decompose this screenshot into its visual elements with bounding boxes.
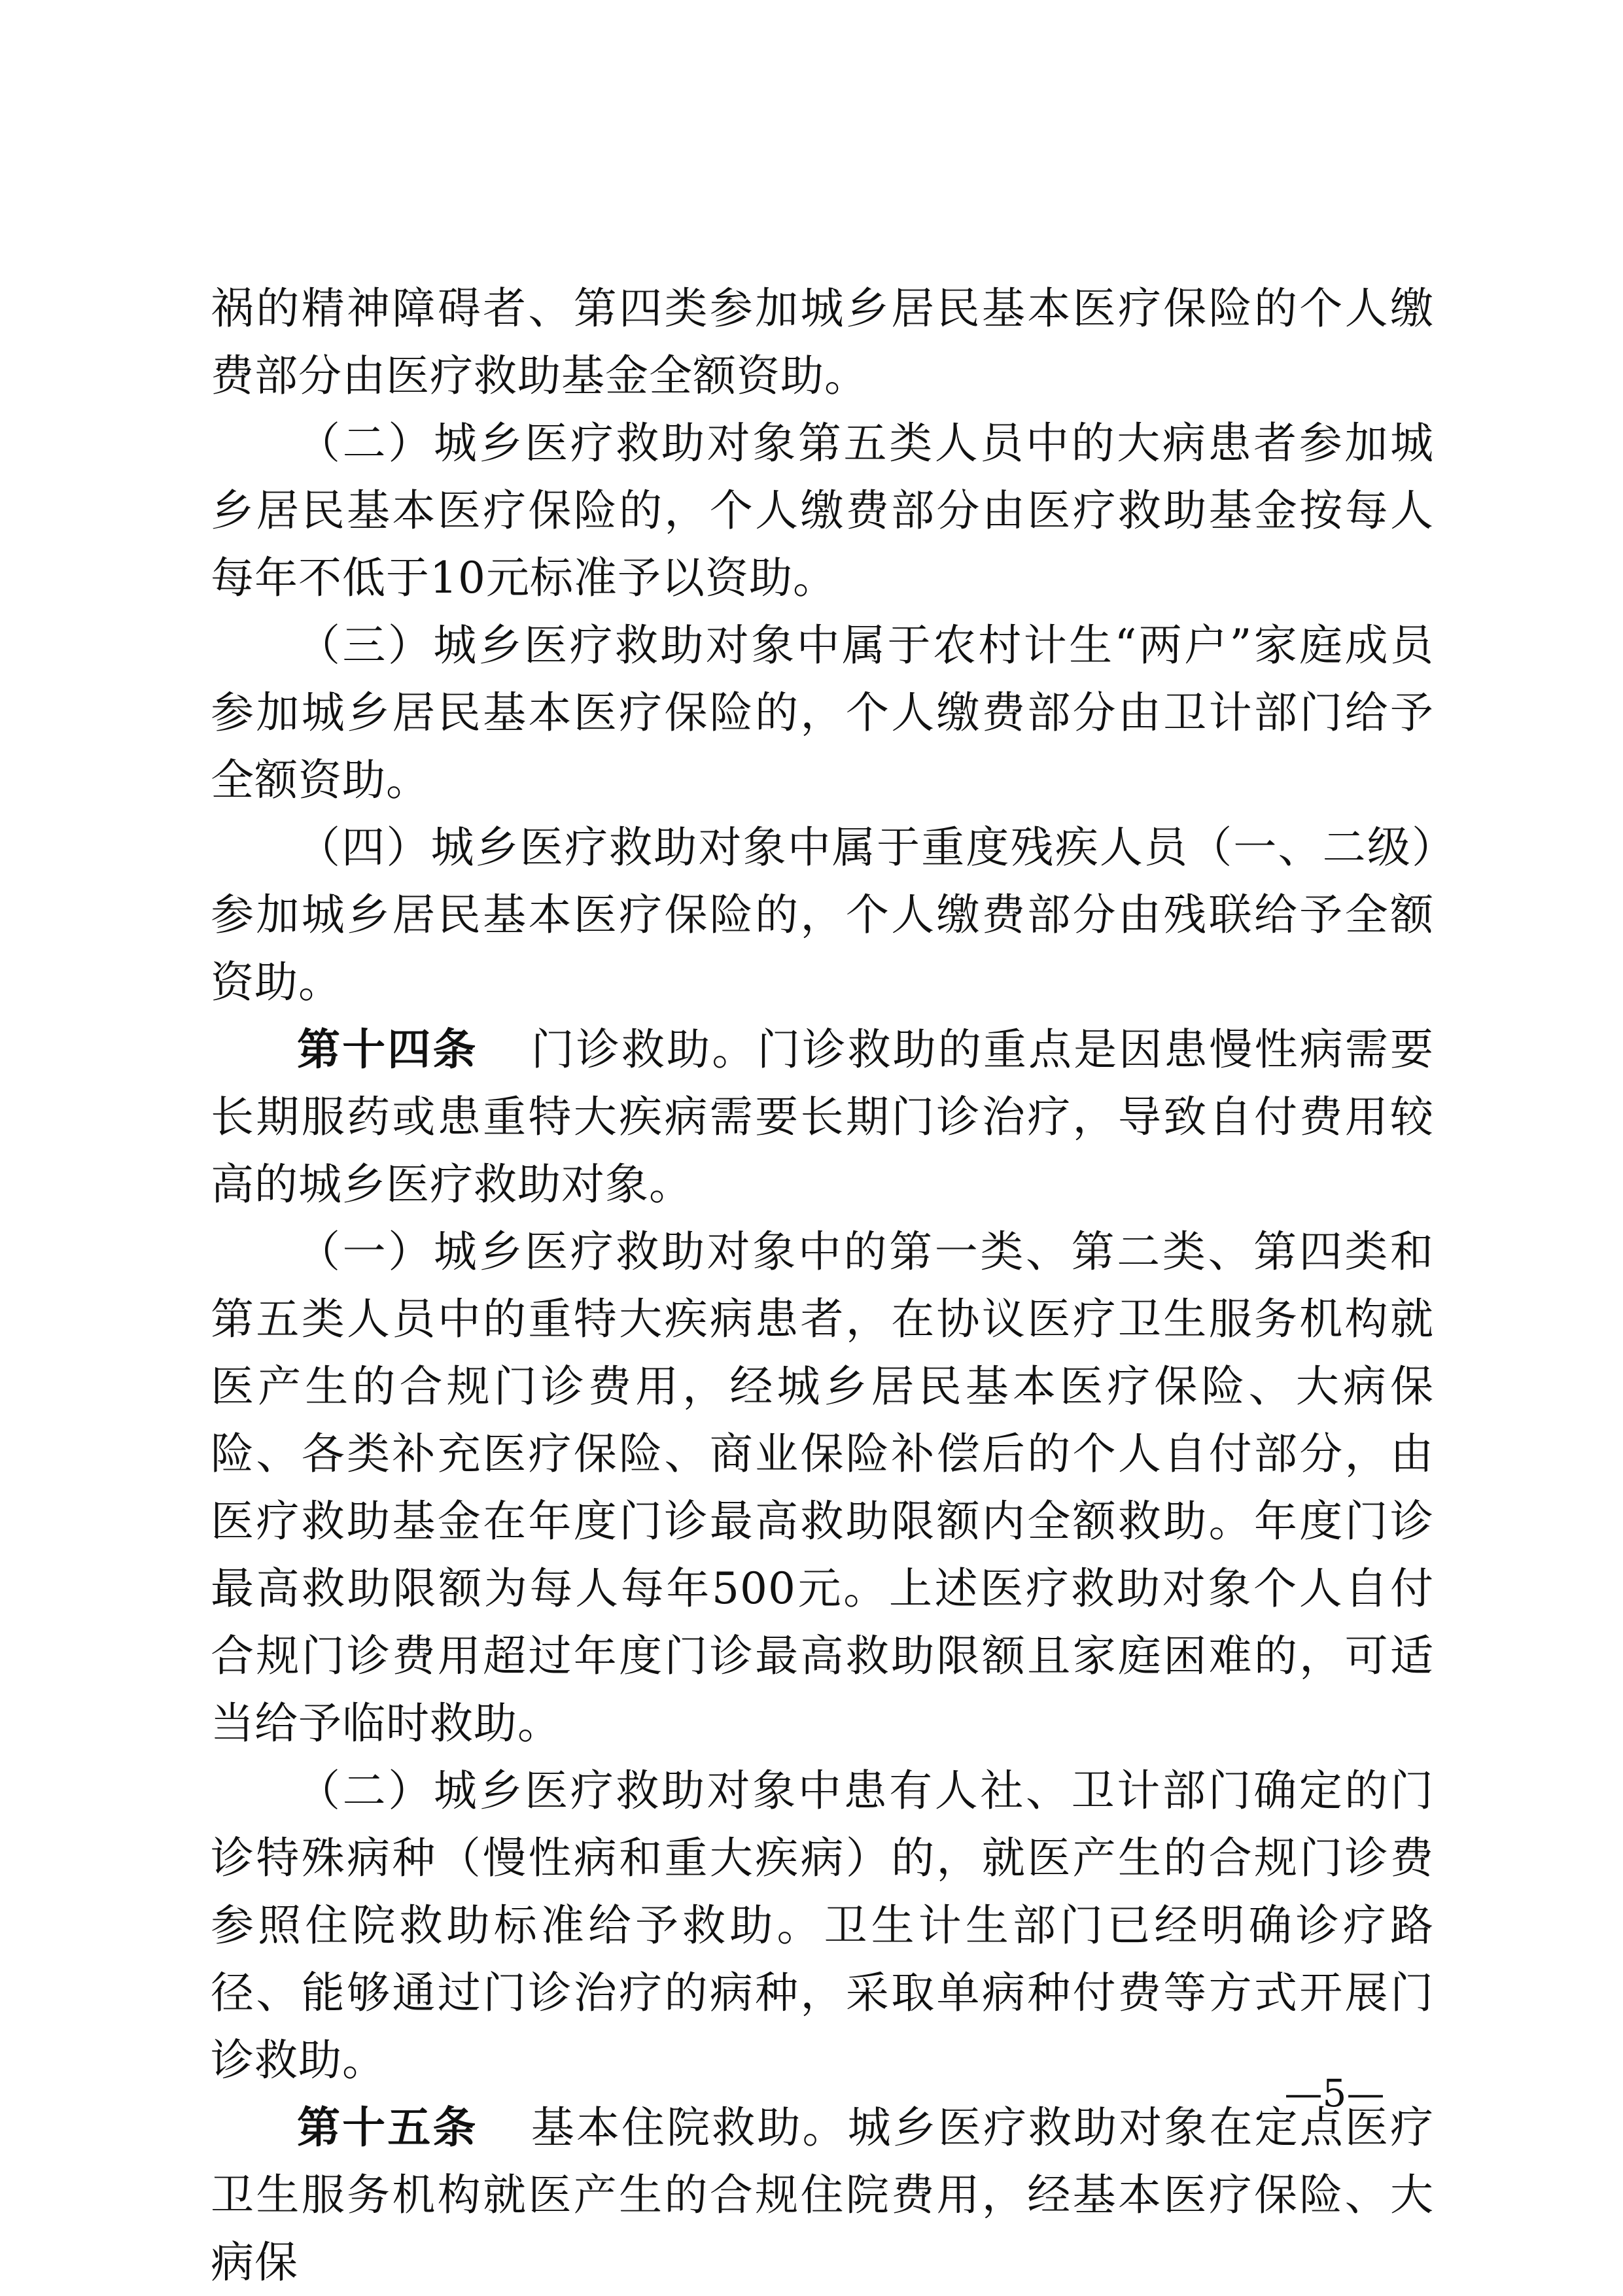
paragraph-text: （四）城乡医疗救助对象中属于重度残疾人员（一、二级）参加城乡居民基本医疗保险的，个人缴费部分由残联给予全额资助。 [211, 822, 1434, 1007]
paragraph-continuation [211, 275, 1434, 409]
paragraph-text: （三）城乡医疗救助对象中属于农村计生“两户”家庭成员参加城乡居民基本医疗保险的，个人缴费部分由卫计部门给予全额资助。 [211, 620, 1434, 805]
paragraph-text: 门诊救助。门诊救助的重点是因患慢性病需要长期服药或患重特大疾病需要长期门诊治疗，导致自付费用较高的城乡医疗救助对象。 [211, 1024, 1434, 1209]
article-14 [211, 1016, 1434, 1218]
paragraph-text: （二）城乡医疗救助对象第五类人员中的大病患者参加城乡居民基本医疗保险的，个人缴费部分由医疗救助基金按每人每年不低于10元标准予以资助。 [211, 418, 1434, 603]
article-15 [211, 2094, 1434, 2296]
paragraph-text: 祸的精神障碍者、第四类参加城乡居民基本医疗保险的个人缴费部分由医疗救助基金全额资助。 [211, 283, 1434, 401]
article-label: 第十四条 [297, 1024, 478, 1075]
paragraph-item-4 [211, 814, 1434, 1016]
paragraph-text: （一）城乡医疗救助对象中的第一类、第二类、第四类和第五类人员中的重特大疾病患者，在协议医疗卫生服务机构就医产生的合规门诊费用，经城乡居民基本医疗保险、大病保险、各类补充医疗保险、商业保险补偿后的个人自付部分，由医疗救助基金在年度门诊最高救助限额内全额救助。年度门诊最高救助限额为每人每年500元。上述医疗救助对象个人自付合规门诊费用超过年度门诊最高救助限额且家庭困难的，可适当给予临时救助。 [211, 1226, 1434, 1748]
article-label: 第十五条 [297, 2102, 478, 2153]
paragraph-item-3 [211, 612, 1434, 814]
paragraph-item-14-1 [211, 1218, 1434, 1757]
page-number: —5— [1284, 2071, 1385, 2115]
paragraph-item-14-2 [211, 1757, 1434, 2094]
paragraph-text: 基本住院救助。城乡医疗救助对象在定点医疗卫生服务机构就医产生的合规住院费用，经基本医疗保险、大病保 [211, 2102, 1434, 2287]
paragraph-item-2 [211, 409, 1434, 612]
paragraph-text: （二）城乡医疗救助对象中患有人社、卫计部门确定的门诊特殊病种（慢性病和重大疾病）的，就医产生的合规门诊费参照住院救助标准给予救助。卫生计生部门已经明确诊疗路径、能够通过门诊治疗的病种，采取单病种付费等方式开展门诊救助。 [211, 1765, 1434, 2085]
document-body [211, 275, 1434, 2296]
